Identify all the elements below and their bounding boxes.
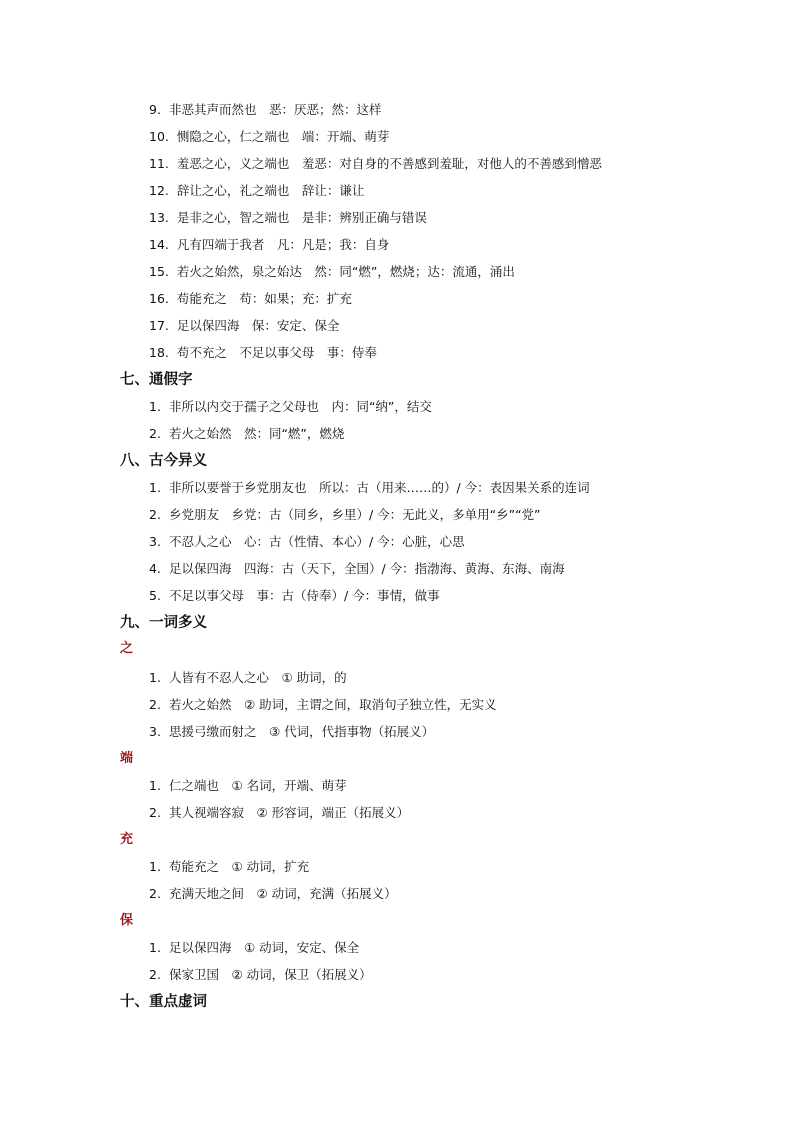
list-item: [149, 507, 541, 523]
item-text: 若火之始然 ② 助词，主谓之间，取消句子独立性，无实义: [168, 697, 497, 712]
item-number: 1.: [149, 778, 161, 793]
list-item: [149, 940, 359, 956]
list-item: [149, 129, 389, 145]
item-number: 2.: [149, 426, 161, 441]
item-text: 是非之心，智之端也 是非：辨别正确与错误: [176, 210, 427, 225]
item-text: 乡党朋友 乡党：古（同乡，乡里）/ 今：无此义，多单用“乡”“党”: [168, 507, 541, 522]
list-item: [149, 210, 427, 226]
item-number: 2.: [149, 507, 161, 522]
list-item: [149, 345, 377, 361]
item-text: 不足以事父母 事：古（侍奉）/ 今：事情，做事: [168, 588, 440, 603]
item-number: 14.: [149, 237, 169, 252]
list-item: [149, 859, 309, 875]
item-number: 3.: [149, 534, 161, 549]
section-heading: 八、古今异义: [120, 453, 207, 469]
item-text: 苟能充之 ① 动词，扩充: [168, 859, 310, 874]
list-item: [149, 588, 440, 604]
item-text: 保家卫国 ② 动词，保卫（拓展义）: [168, 967, 372, 982]
item-number: 2.: [149, 886, 161, 901]
list-item: [149, 561, 565, 577]
keyword-label: 之: [120, 641, 134, 656]
item-text: 仁之端也 ① 名词，开端、萌芽: [168, 778, 347, 793]
item-number: 2.: [149, 697, 161, 712]
keyword-label: 保: [120, 913, 134, 928]
item-number: 1.: [149, 399, 161, 414]
item-text: 苟能充之 苟：如果；充：扩充: [176, 291, 352, 306]
item-number: 1.: [149, 670, 161, 685]
list-item: [149, 670, 347, 686]
item-text: 辞让之心，礼之端也 辞让：谦让: [176, 183, 365, 198]
item-number: 15.: [149, 264, 169, 279]
item-number: 2.: [149, 805, 161, 820]
section-heading: 九、一词多义: [120, 615, 207, 631]
item-text: 若火之始然 然：同“燃”，燃烧: [168, 426, 345, 441]
list-item: [149, 183, 364, 199]
list-item: [149, 480, 590, 496]
list-item: [149, 967, 372, 983]
item-number: 13.: [149, 210, 169, 225]
list-item: [149, 805, 409, 821]
keyword-label: 充: [120, 832, 134, 847]
item-text: 人皆有不忍人之心 ① 助词，的: [168, 670, 347, 685]
item-text: 足以保四海 ① 动词，安定、保全: [168, 940, 360, 955]
item-text: 非所以要誉于乡党朋友也 所以：古（用来……的）/ 今：表因果关系的连词: [168, 480, 590, 495]
item-number: 1.: [149, 859, 161, 874]
item-number: 11.: [149, 156, 169, 171]
item-number: 4.: [149, 561, 161, 576]
item-text: 非恶其声而然也 恶：厌恶；然：这样: [168, 102, 382, 117]
list-item: [149, 697, 497, 713]
list-item: [149, 778, 347, 794]
item-number: 12.: [149, 183, 169, 198]
item-number: 5.: [149, 588, 161, 603]
item-number: 1.: [149, 480, 161, 495]
list-item: [149, 426, 344, 442]
list-item: [149, 534, 465, 550]
list-item: [149, 724, 434, 740]
list-item: [149, 264, 515, 280]
item-text: 非所以内交于孺子之父母也 内：同“纳”，结交: [168, 399, 432, 414]
item-text: 凡有四端于我者 凡：凡是；我：自身: [176, 237, 390, 252]
item-number: 10.: [149, 129, 169, 144]
item-text: 足以保四海 保：安定、保全: [176, 318, 340, 333]
list-item: [149, 886, 397, 902]
item-number: 17.: [149, 318, 169, 333]
item-number: 16.: [149, 291, 169, 306]
item-text: 苟不充之 不足以事父母 事：侍奉: [176, 345, 377, 360]
keyword-label: 端: [120, 751, 134, 766]
item-text: 思援弓缴而射之 ③ 代词，代指事物（拓展义）: [168, 724, 435, 739]
list-item: [149, 399, 432, 415]
item-text: 羞恶之心，义之端也 羞恶：对自身的不善感到羞耻，对他人的不善感到憎恶: [176, 156, 602, 171]
list-item: [149, 156, 602, 172]
item-text: 充满天地之间 ② 动词，充满（拓展义）: [168, 886, 397, 901]
item-text: 其人视端容寂 ② 形容词，端正（拓展义）: [168, 805, 410, 820]
section-heading: 十、重点虚词: [120, 994, 207, 1010]
list-item: [149, 318, 339, 334]
item-number: 18.: [149, 345, 169, 360]
item-number: 3.: [149, 724, 161, 739]
item-number: 9.: [149, 102, 161, 117]
item-text: 不忍人之心 心：古（性情、本心）/ 今：心脏，心思: [168, 534, 465, 549]
item-text: 恻隐之心，仁之端也 端：开端、萌芽: [176, 129, 390, 144]
list-item: [149, 237, 389, 253]
item-number: 2.: [149, 967, 161, 982]
item-text: 若火之始然，泉之始达 然：同“燃”，燃烧；达：流通，涌出: [176, 264, 515, 279]
item-text: 足以保四海 四海：古（天下，全国）/ 今：指渤海、黄海、东海、南海: [168, 561, 565, 576]
section-heading: 七、通假字: [120, 372, 193, 388]
list-item: [149, 102, 381, 118]
item-number: 1.: [149, 940, 161, 955]
list-item: [149, 291, 352, 307]
